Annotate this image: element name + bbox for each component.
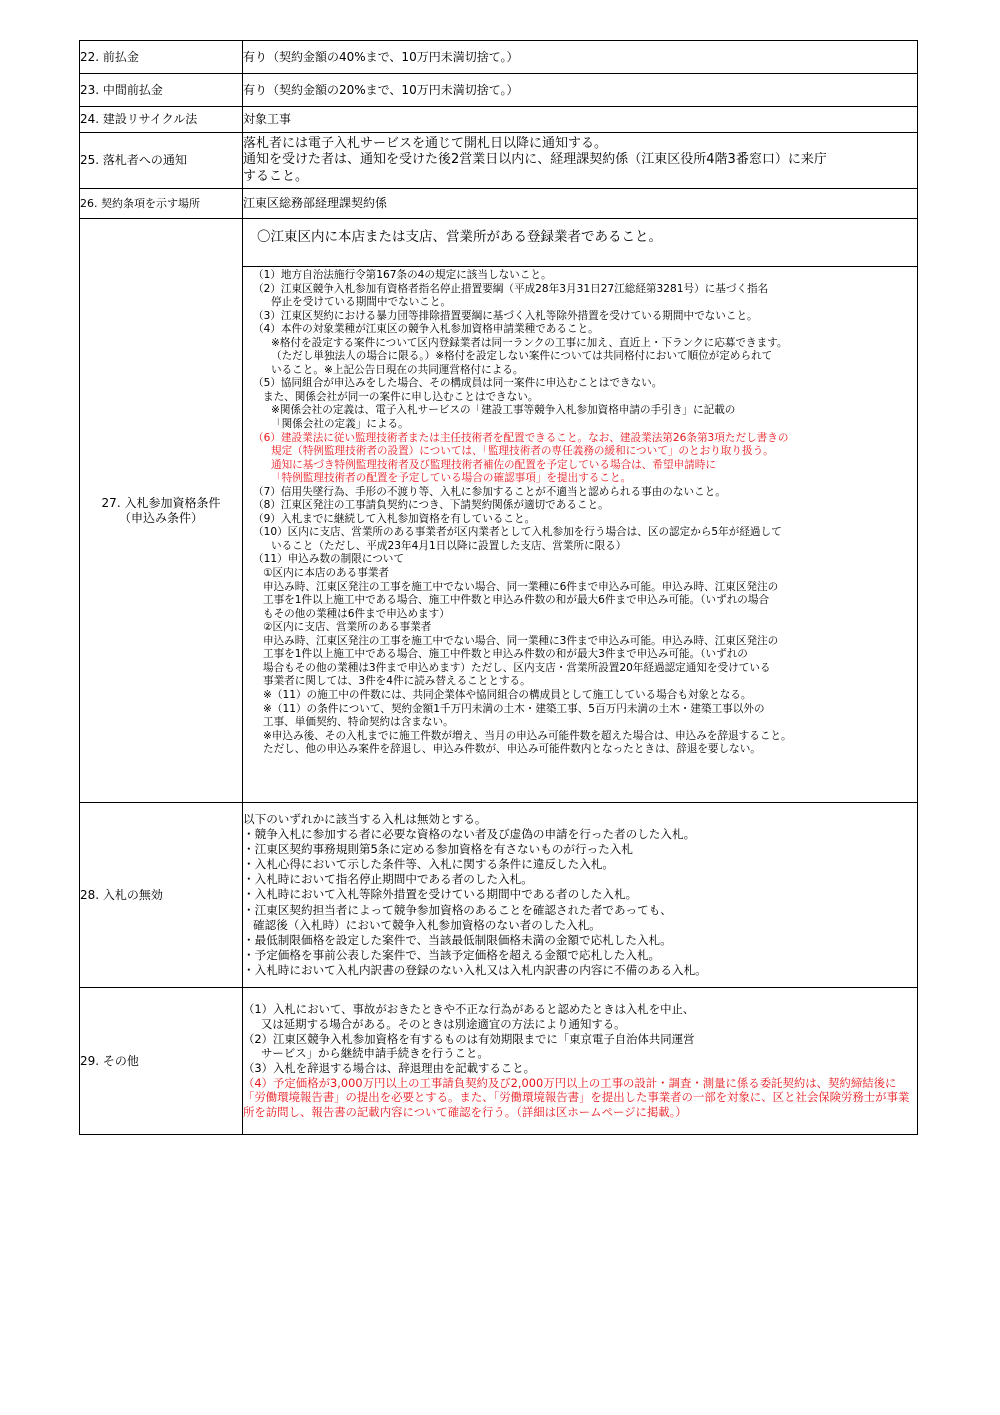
condition-line: （1）地方自治法施行令第167条の4の規定に該当しないこと。: [253, 269, 552, 281]
condition-line: 事業者に関しては、3件を4件に読み替えることとする。: [263, 675, 531, 688]
condition-line: （3）江東区契約における暴力団等排除措置要綱に基づく入札等除外措置を受けている期間中でないこと。: [253, 309, 758, 322]
other-line: （2）江東区競争入札参加資格を有するものは有効期限までに「東京電子自治体共同運営: [243, 1031, 695, 1046]
row-27: [80, 219, 918, 803]
condition-line: 場合もその他の業種は3件まで申込めます）ただし、区内支店・営業所設置20年経過認定通知を受けている: [263, 661, 771, 674]
notice-line: 通知を受けた者は、通知を受けた後2営業日以内に、経理課契約係（江東区役所4階3番窓口）に来庁: [243, 152, 827, 168]
label-23: 23. 中間前払金: [80, 74, 243, 107]
condition-line-red: 「特例監理技術者の配置を予定している場合の確認事項」を提出すること。: [271, 472, 632, 485]
row-26: [80, 189, 918, 219]
row-22: [80, 41, 918, 74]
invalid-line: 確認後（入札時）において競争入札参加資格のない者のした入札。: [253, 917, 601, 932]
label-28: 28. 入札の無効: [80, 803, 243, 988]
condition-line: （8）江東区発注の工事請負契約につき、下請契約関係が適切であること。: [253, 499, 609, 512]
row-24: [80, 107, 918, 133]
other-line: サービス」から継続申請手続きを行うこと。: [261, 1046, 489, 1061]
labor-report-note: （4）予定価格が3,000万円以上の工事請負契約及び2,000万円以上の工事の設計・調査・測量に係る委託契約は、契約締結後に「労働環境報告書」の提出を必要とする。また、「労働環境報告書」を提出した事業者の一部を対象に、区と社会保険労務士が事業所を訪問し、報告書の記載内容について確認を行う。（詳細は区ホームページに掲載。）: [243, 1075, 910, 1120]
condition-line: 停止を受けている期間中でないこと。: [271, 296, 452, 309]
condition-line-red: （6）建設業法に従い監理技術者または主任技術者を配置できること。なお、建設業法第26条第3項ただし書きの: [253, 431, 789, 444]
condition-line: ※関係会社の定義は、電子入札サービスの「建設工事等競争入札参加資格申請の手引き」に記載の: [271, 404, 736, 417]
condition-line: （10）区内に支店、営業所のある事業者が区内業者として入札参加を行う場合は、区の認定から5年が経過して: [253, 526, 782, 539]
other-line: 又は延期する場合がある。そのときは別途適宜の方法により通知する。: [261, 1016, 626, 1031]
condition-line-red: 規定（特例監理技術者の設置）については、「監理技術者の専任義務の緩和について」のとおり取り扱う。: [271, 445, 774, 458]
condition-line: ※（11）の条件について、契約金額1千万円未満の土木・建築工事、5百万円未満の土木・建築工事以外の: [263, 702, 765, 715]
invalid-line: ・予定価格を事前公表した案件で、当該予定価格を超える金額で応札した入札。: [243, 947, 661, 962]
main-condition: 〇江東区内に本店または支店、営業所がある登録業者であること。: [243, 219, 917, 267]
condition-line: ②区内に支店、営業所のある事業者: [263, 621, 432, 634]
condition-line: （2）江東区競争入札参加有資格者指名停止措置要綱（平成28年3月31日27江総経第3281号）に基づく指名: [253, 282, 769, 295]
value-24: 対象工事: [243, 107, 918, 133]
row-28: [80, 803, 918, 988]
label-22: 22. 前払金: [80, 41, 243, 74]
condition-line: （7）信用失墜行為、手形の不渡り等、入札に参加することが不適当と認められる事由のないこと。: [253, 485, 726, 498]
condition-line: 申込み時、江東区発注の工事を施工中でない場合、同一業種に6件まで申込み可能。申込み時、江東区発注の: [263, 580, 779, 593]
condition-line-red: 通知に基づき特例監理技術者及び監理技術者補佐の配置を予定している場合は、希望申請時に: [271, 458, 716, 471]
invalid-line: 以下のいずれかに該当する入札は無効とする。: [243, 811, 487, 826]
condition-line: （ただし単独法人の場合に限る。）※格付を設定しない案件については共同格付において順位が定められて: [271, 350, 773, 363]
label-27: [80, 219, 243, 803]
label-27-main: 27. 入札参加資格条件: [101, 495, 221, 510]
condition-line: いること。※上記公告日現在の共同運営格付による。: [271, 363, 524, 376]
invalid-line: ・入札心得において示した条件等、入札に関する条件に違反した入札。: [243, 857, 615, 872]
notice-line: 落札者には電子入札サービスを通じて開札日以降に通知する。: [243, 136, 608, 152]
condition-line: （11）申込み数の制限について: [253, 553, 404, 566]
invalid-line: ・最低制限価格を設定した案件で、当該最低制限価格未満の金額で応札した入札。: [243, 932, 672, 947]
label-27-sub: （申込み条件）: [118, 510, 203, 525]
condition-line: ※（11）の施工中の件数には、共同企業体や協同組合の構成員として施工している場合も対象となる。: [263, 688, 752, 701]
condition-line: 工事、単価契約、特命契約は含まない。: [263, 716, 454, 729]
condition-line: ※申込み後、その入札までに施工件数が増え、当月の申込み可能件数を超えた場合は、申込みを辞退すること。: [263, 729, 792, 742]
condition-list: [243, 267, 917, 759]
condition-line: （5）協同組合が申込みをした場合、その構成員は同一案件に申込むことはできない。: [253, 377, 663, 390]
invalid-line: ・入札時において指名停止期間中である者のした入札。: [243, 872, 533, 887]
condition-line: ただし、他の申込み案件を辞退し、申込み件数が、申込み可能件数内となったときは、辞退を要しない。: [263, 743, 761, 756]
invalid-line: ・入札時において入札等除外措置を受けている期間中である者のした入札。: [243, 887, 638, 902]
condition-line: （4）本件の対象業種が江東区の競争入札参加資格申請業種であること。: [253, 323, 599, 336]
invalid-line: ・江東区契約担当者によって競争参加資格のあることを確認された者であっても、: [243, 902, 672, 917]
value-28: [243, 803, 918, 988]
condition-line: いること（ただし、平成23年4月1日以降に設置した支店、営業所に限る）: [271, 539, 627, 552]
other-line: （1）入札において、事故がおきたときや不正な行為があると認めたときは入札を中止、: [243, 1002, 695, 1017]
condition-line: また、関係会社が同一の案件に申し込むことはできない。: [263, 390, 539, 403]
invalid-line: ・入札時において入札内訳書の登録のない入札又は入札内訳書の内容に不備のある入札。: [243, 962, 707, 977]
conditions-table: [79, 40, 918, 1135]
row-29: [80, 988, 918, 1135]
row-23: [80, 74, 918, 107]
value-29: [243, 988, 918, 1135]
value-27: [243, 219, 918, 803]
value-22: 有り（契約金額の40%まで、10万円未満切捨て。）: [243, 41, 918, 74]
condition-line: 工事を1件以上施工中である場合、施工中件数と申込み件数の和が最大6件まで申込み可能。（いずれの場合: [263, 594, 770, 607]
condition-line: 申込み時、江東区発注の工事を施工中でない場合、同一業種に3件まで申込み可能。申込み時、江東区発注の: [263, 634, 779, 647]
other-line: （3）入札を辞退する場合は、辞退理由を記載すること。: [243, 1061, 536, 1075]
notice-line: すること。: [243, 168, 309, 184]
label-26: 26. 契約条項を示す場所: [80, 189, 243, 219]
row-25: [80, 133, 918, 189]
condition-line: （9）入札までに継続して入札参加資格を有していること。: [253, 512, 536, 525]
invalid-line: ・江東区契約事務規則第5条に定める参加資格を有さないものが行った入札: [243, 842, 633, 857]
condition-line: 「関係会社の定義」による。: [271, 418, 409, 431]
label-24: 24. 建設リサイクル法: [80, 107, 243, 133]
condition-line: ※格付を設定する案件について区内登録業者は同一ランクの工事に加え、直近上・下ランクに応募できます。: [271, 336, 788, 349]
label-29: 29. その他: [80, 988, 243, 1135]
value-26: 江東区総務部経理課契約係: [243, 189, 918, 219]
condition-line: 工事を1件以上施工中である場合、施工中件数と申込み件数の和が最大3件まで申込み可能。（いずれの: [263, 648, 748, 661]
condition-line: もその他の業種は6件まで申込めます）: [263, 607, 450, 620]
condition-line: ①区内に本店のある事業者: [263, 567, 390, 580]
value-23: 有り（契約金額の20%まで、10万円未満切捨て。）: [243, 74, 918, 107]
value-25: [243, 133, 918, 189]
invalid-line: ・競争入札に参加する者に必要な資格のない者及び虚偽の申請を行った者のした入札。: [243, 827, 696, 842]
label-25: 25. 落札者への通知: [80, 133, 243, 189]
